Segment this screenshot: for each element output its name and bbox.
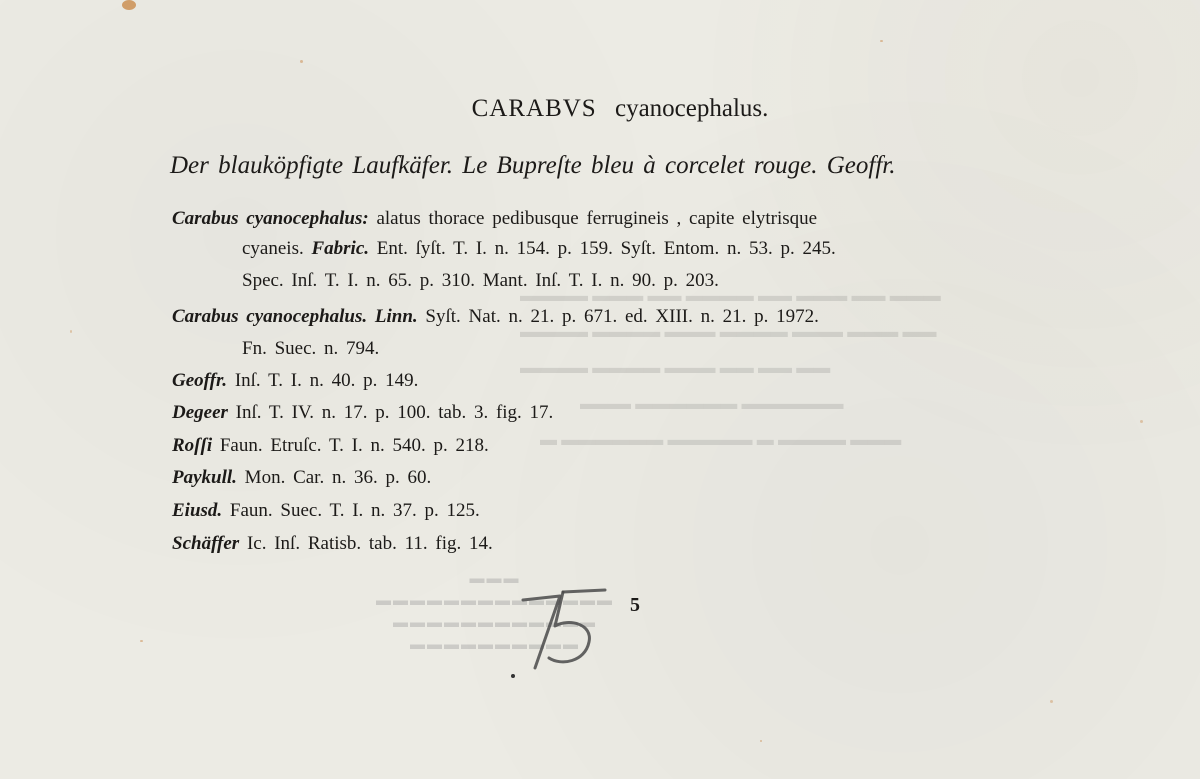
foxing-speck: [122, 0, 136, 10]
entry-reference: Roſſi: [172, 435, 213, 456]
entry-line: [172, 467, 431, 489]
entry-text: Inſ. T. IV. n. 17. p. 100. tab. 3. fig. 17.: [235, 402, 554, 423]
entry-text: Faun. Suec. T. I. n. 37. p. 125.: [229, 500, 480, 521]
entry-reference: Paykull.: [172, 467, 237, 488]
genus-name: CARABVS: [471, 95, 597, 122]
entry-reference: Carabus cyanocephalus:: [172, 208, 369, 229]
entry-line: [172, 306, 819, 328]
entry-text: Spec. Inſ. T. I. n. 65. p. 310. Mant. Inſ. T. I. n. 90. p. 203.: [242, 270, 719, 291]
entry-text: Mon. Car. n. 36. p. 60.: [244, 467, 432, 488]
entry-line: [172, 402, 553, 424]
entry-text: Ent. ſyſt. T. I. n. 154. p. 159. Syſt. Entom. n. 53. p. 245.: [376, 238, 836, 259]
library-stamp: ▬▬▬ ▬▬▬▬▬▬▬▬▬▬▬▬▬▬ ▬▬▬▬▬▬▬▬▬▬▬▬ ▬▬▬▬▬▬▬▬▬▬: [376, 570, 614, 653]
page-number: 5: [630, 594, 640, 616]
entry-text: Faun. Etruſc. T. I. n. 540. p. 218.: [219, 435, 489, 456]
entry-line: [242, 238, 836, 260]
foxing-speck: [1140, 420, 1143, 423]
bleed-through-text: ▬▬▬▬ ▬▬▬ ▬▬ ▬▬▬▬ ▬▬ ▬▬▬ ▬▬ ▬▬▬ ▬▬▬▬ ▬▬▬▬ ▬▬▬ ▬▬▬▬ ▬▬▬ ▬▬▬ ▬▬ ▬▬▬▬ ▬▬▬▬ ▬▬▬ ▬▬ ▬▬ ▬▬ ▬▬▬ ▬▬▬▬▬▬ ▬▬▬▬▬▬ ▬ ▬▬▬▬▬▬ ▬▬▬▬▬ ▬ ▬▬▬▬ ▬▬▬: [520, 286, 941, 449]
entry-reference: Degeer: [172, 402, 228, 423]
entry-reference: Schäffer: [172, 533, 240, 554]
entry-line: [172, 370, 418, 392]
entry-line: [172, 208, 817, 230]
foxing-speck: [760, 740, 762, 742]
entry-text: alatus thorace pedibusque ferrugineis , capite elytrisque: [376, 208, 818, 229]
entry-text: Ic. Inſ. Ratisb. tab. 11. fig. 14.: [246, 533, 493, 554]
entry-reference: Eiusd.: [172, 500, 223, 521]
entry-line: [242, 270, 719, 292]
foxing-speck: [140, 640, 143, 642]
entry-text: Fn. Suec. n. 794.: [242, 338, 380, 359]
entry-line: [242, 338, 379, 360]
species-title: [0, 95, 1200, 123]
entry-reference: Geoffr.: [172, 370, 228, 391]
entry-line: [172, 500, 480, 522]
entry-text: Syſt. Nat. n. 21. p. 671. ed. XIII. n. 21. p. 1972.: [425, 306, 819, 327]
entry-text: cyaneis.: [242, 238, 304, 259]
species-name: cyanocephalus.: [614, 95, 769, 122]
entry-reference: Linn.: [374, 306, 418, 327]
entry-reference: Carabus cyanocephalus.: [172, 306, 368, 327]
foxing-speck: [70, 330, 72, 333]
foxing-speck: [1050, 700, 1053, 703]
entry-text: Inſ. T. I. n. 40. p. 149.: [234, 370, 419, 391]
foxing-speck: [300, 60, 303, 63]
common-names: Der blauköpfigte Laufkäfer. Le Bupreſte bleu à corcelet rouge. Geoffr.: [170, 152, 896, 179]
foxing-speck: [880, 40, 883, 42]
handwritten-mark: [505, 578, 615, 678]
entry-line: [172, 533, 493, 555]
entry-line: [172, 435, 489, 457]
entry-reference: Fabric.: [311, 238, 370, 259]
